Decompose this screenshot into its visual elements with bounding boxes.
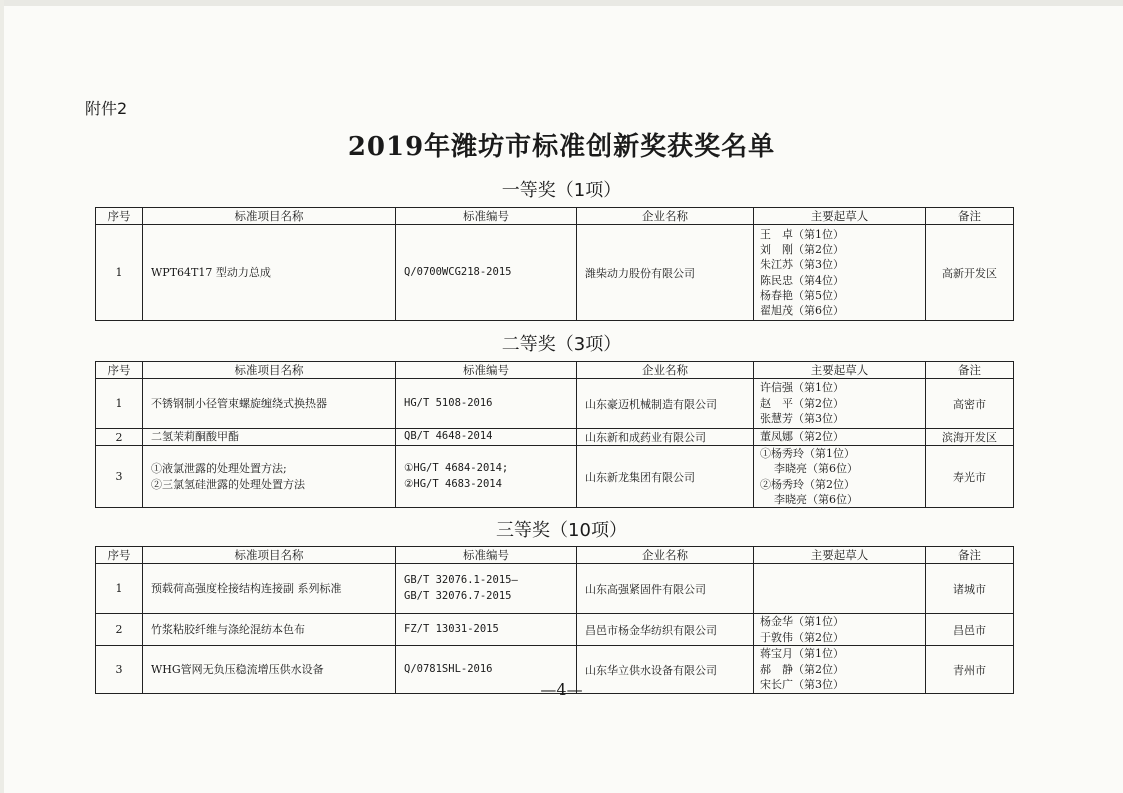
project-name-line: 竹浆粘胶纤维与涤纶混纺本色布 xyxy=(151,622,305,636)
header-project-name: 标准项目名称 xyxy=(143,362,396,379)
header-index: 序号 xyxy=(96,208,143,225)
header-drafters: 主要起草人 xyxy=(754,547,926,564)
note: 高新开发区 xyxy=(926,225,1014,321)
enterprise-name: 潍柴动力股份有限公司 xyxy=(577,225,754,321)
enterprise-name: 山东豪迈机械制造有限公司 xyxy=(577,379,754,429)
drafters xyxy=(754,446,926,508)
row-index: 1 xyxy=(96,379,143,429)
header-note: 备注 xyxy=(926,547,1014,564)
drafter-entry: 于敦伟（第2位） xyxy=(760,630,844,644)
drafter-entry: 翟旭茂（第6位） xyxy=(760,303,844,317)
drafters xyxy=(754,225,926,321)
note: 寿光市 xyxy=(926,446,1014,508)
page-number: —4— xyxy=(540,680,583,699)
standard-code xyxy=(396,225,577,321)
section-heading-second-prize: 二等奖（3项） xyxy=(501,334,622,355)
enterprise-name: 山东新和成药业有限公司 xyxy=(577,429,754,446)
table-header-row xyxy=(96,362,1014,379)
award-table-first-prize xyxy=(95,207,1014,321)
note: 诸城市 xyxy=(926,564,1014,614)
header-enterprise: 企业名称 xyxy=(577,208,754,225)
project-name-line: WHG管网无负压稳流增压供水设备 xyxy=(151,662,324,676)
drafter-entry: 李晓亮（第6位） xyxy=(774,492,858,506)
drafter-entry: 王 卓（第1位） xyxy=(760,227,844,241)
header-index: 序号 xyxy=(96,547,143,564)
header-index: 序号 xyxy=(96,362,143,379)
standard-code-line: GB/T 32076.1-2015— xyxy=(404,573,518,586)
header-standard-code: 标准编号 xyxy=(396,362,577,379)
enterprise-name: 山东新龙集团有限公司 xyxy=(577,446,754,508)
note: 青州市 xyxy=(926,646,1014,694)
header-project-name: 标准项目名称 xyxy=(143,547,396,564)
header-drafters: 主要起草人 xyxy=(754,208,926,225)
project-name-line: 二氢茉莉酮酸甲酯 xyxy=(151,430,239,444)
note: 昌邑市 xyxy=(926,614,1014,646)
header-standard-code: 标准编号 xyxy=(396,547,577,564)
section-heading-third-prize: 三等奖（10项） xyxy=(496,520,627,541)
header-drafters: 主要起草人 xyxy=(754,362,926,379)
table-row xyxy=(96,614,1014,646)
header-project-name: 标准项目名称 xyxy=(143,208,396,225)
project-name-line: WPT64T17 型动力总成 xyxy=(151,265,271,279)
drafter-entry: 郝 静（第2位） xyxy=(760,662,844,676)
project-name xyxy=(143,446,396,508)
drafter-entry: 宋长广（第3位） xyxy=(760,678,844,692)
standard-code-line: QB/T 4648-2014 xyxy=(404,430,493,443)
drafter-entry: 李晓亮（第6位） xyxy=(774,462,858,476)
drafter-entry: 董凤娜（第2位） xyxy=(760,430,844,444)
note: 高密市 xyxy=(926,379,1014,429)
header-note: 备注 xyxy=(926,208,1014,225)
drafters xyxy=(754,429,926,446)
drafter-entry: 蒋宝月（第1位） xyxy=(760,647,844,661)
table-row xyxy=(96,429,1014,446)
drafter-entry: ②杨秀玲（第2位） xyxy=(760,477,855,491)
drafters xyxy=(754,614,926,646)
row-index: 3 xyxy=(96,646,143,694)
project-name xyxy=(143,429,396,446)
drafter-entry: 杨春艳（第5位） xyxy=(760,288,844,302)
drafter-entry: ①杨秀玲（第1位） xyxy=(760,447,855,461)
enterprise-name: 山东华立供水设备有限公司 xyxy=(577,646,754,694)
table-row xyxy=(96,379,1014,429)
standard-code-line: ②HG/T 4683-2014 xyxy=(404,477,502,490)
drafter-entry: 陈民忠（第4位） xyxy=(760,273,844,287)
drafter-entry: 许信强（第1位） xyxy=(760,381,844,395)
drafters xyxy=(754,379,926,429)
project-name xyxy=(143,614,396,646)
row-index: 2 xyxy=(96,429,143,446)
drafter-entry: 赵 平（第2位） xyxy=(760,396,844,410)
project-name xyxy=(143,379,396,429)
project-name xyxy=(143,564,396,614)
row-index: 1 xyxy=(96,225,143,321)
award-table-third-prize xyxy=(95,546,1014,694)
drafter-entry: 张慧芳（第3位） xyxy=(760,412,844,426)
project-name-line: 预载荷高强度栓接结构连接副 系列标准 xyxy=(151,581,342,595)
row-index: 1 xyxy=(96,564,143,614)
project-name-line: ①液氯泄露的处理处置方法; xyxy=(151,461,287,475)
standard-code xyxy=(396,379,577,429)
award-table-second-prize xyxy=(95,361,1014,508)
drafter-entry: 杨金华（第1位） xyxy=(760,615,844,628)
page-title: 2019年潍坊市标准创新奖获奖名单 xyxy=(347,132,776,162)
standard-code xyxy=(396,564,577,614)
standard-code xyxy=(396,429,577,446)
attachment-label: 附件2 xyxy=(85,99,128,118)
table-row xyxy=(96,446,1014,508)
project-name xyxy=(143,225,396,321)
drafter-entry: 朱江苏（第3位） xyxy=(760,258,844,272)
header-note: 备注 xyxy=(926,362,1014,379)
page-edge xyxy=(0,0,1123,6)
drafters xyxy=(754,564,926,614)
section-heading-first-prize: 一等奖（1项） xyxy=(501,180,622,201)
note: 滨海开发区 xyxy=(926,429,1014,446)
row-index: 2 xyxy=(96,614,143,646)
table-row xyxy=(96,225,1014,321)
standard-code xyxy=(396,446,577,508)
project-name-line: 不锈钢制小径管束螺旋缠绕式换热器 xyxy=(151,396,327,410)
header-enterprise: 企业名称 xyxy=(577,547,754,564)
standard-code-line: HG/T 5108-2016 xyxy=(404,396,493,409)
table-header-row xyxy=(96,208,1014,225)
row-index: 3 xyxy=(96,446,143,508)
standard-code-line: ①HG/T 4684-2014; xyxy=(404,461,509,474)
table-header-row xyxy=(96,547,1014,564)
page-edge xyxy=(0,0,4,793)
drafter-entry: 刘 刚（第2位） xyxy=(760,243,844,257)
header-enterprise: 企业名称 xyxy=(577,362,754,379)
standard-code xyxy=(396,614,577,646)
standard-code-line: GB/T 32076.7-2015 xyxy=(404,589,512,602)
header-standard-code: 标准编号 xyxy=(396,208,577,225)
enterprise-name: 山东高强紧固件有限公司 xyxy=(577,564,754,614)
standard-code-line: Q/0700WCG218-2015 xyxy=(404,265,512,278)
table-row xyxy=(96,564,1014,614)
enterprise-name: 昌邑市杨金华纺织有限公司 xyxy=(577,614,754,646)
project-name-line: ②三氯氢硅泄露的处理处置方法 xyxy=(151,477,305,491)
standard-code-line: FZ/T 13031-2015 xyxy=(404,622,499,635)
standard-code-line: Q/0781SHL-2016 xyxy=(404,662,493,675)
